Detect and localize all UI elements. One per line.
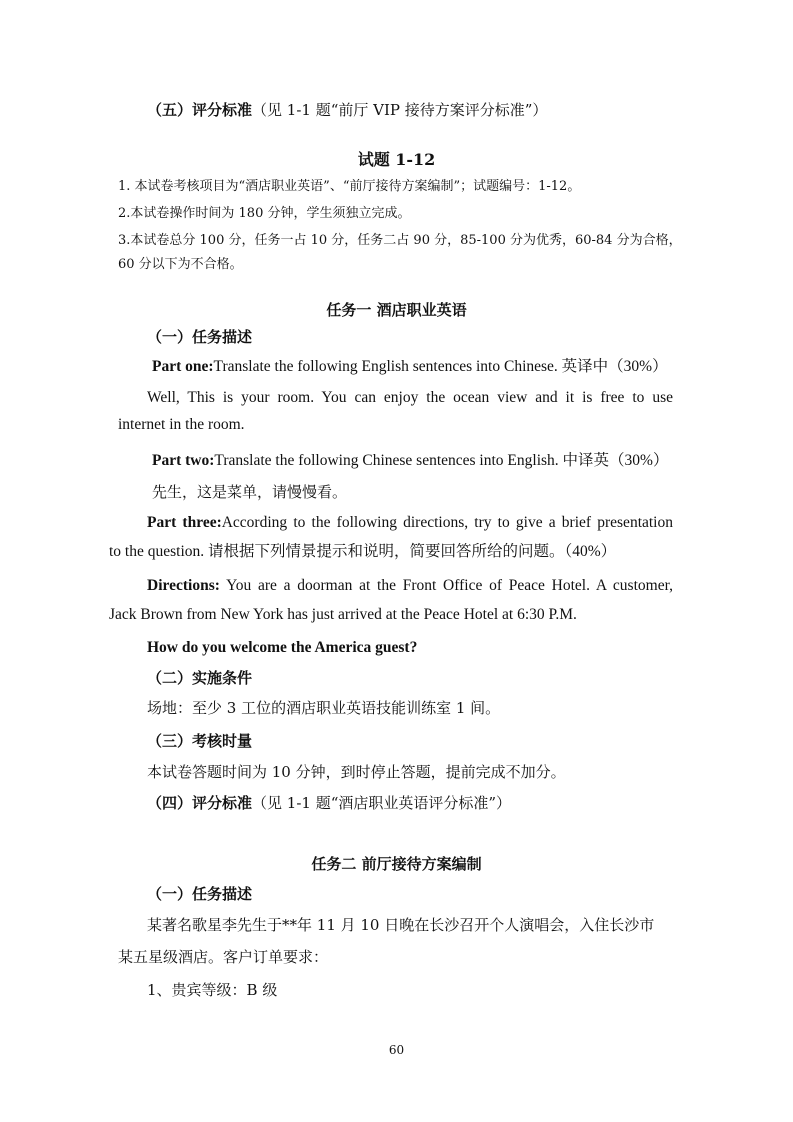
part-three-line1	[147, 513, 673, 533]
part-three-text-line2: to the question. 请根据下列情景提示和说明，简要回答所给的问题。（40%）	[109, 543, 617, 560]
task2-title: 任务二 前厅接待方案编制	[311, 855, 482, 873]
task1-score-text: （见 1-1 题“酒店职业英语评分标准”）	[252, 794, 512, 812]
grading-standard-label: （五）评分标准	[147, 101, 253, 119]
part-two-label: Part two:	[152, 452, 215, 469]
directions-text-line1: You are a doorman at the Front Office of Peace Hotel. A customer,	[219, 577, 673, 594]
question-text: How do you welcome the America guest?	[147, 639, 418, 656]
time-heading: （三）考核时量	[147, 732, 253, 750]
grading-standard-text: （见 1-1 题“前厅 VIP 接待方案评分标准”）	[252, 101, 548, 119]
part-one-content-line1: Well, This is your room. You can enjoy the ocean view and it is free to use	[147, 389, 673, 406]
directions-text-line2: Jack Brown from New York has just arrived at the Peace Hotel at 6:30 P.M.	[109, 606, 577, 623]
exam-note-1: 1. 本试卷考核项目为“酒店职业英语”、“前厅接待方案编制”；试题编号：1-12。	[118, 179, 581, 194]
exam-note-3: 3.本试卷总分 100 分，任务一占 10 分，任务二占 90 分，85-100 分为优秀，60-84 分为合格，	[118, 233, 682, 248]
grading-standard-line	[147, 100, 547, 120]
part-one-content-line2: internet in the room.	[118, 416, 245, 433]
part-three-label: Part three:	[147, 514, 222, 531]
task2-desc-line2: 某五星级酒店。客户订单要求：	[118, 948, 329, 966]
part-two-line	[152, 451, 668, 471]
conditions-heading: （二）实施条件	[147, 669, 253, 687]
part-one-text: Translate the following English sentences into Chinese. 英译中（30%）	[213, 358, 668, 375]
time-text: 本试卷答题时间为 10 分钟，到时停止答题，提前完成不加分。	[147, 763, 566, 781]
exam-note-2: 2.本试卷操作时间为 180 分钟，学生须独立完成。	[118, 206, 411, 221]
directions-line1	[147, 576, 673, 596]
task2-item-1: 1、贵宾等级：B 级	[147, 981, 278, 999]
task1-desc-heading: （一）任务描述	[147, 328, 253, 346]
part-one-line	[152, 357, 668, 377]
page-number: 60	[388, 1043, 405, 1057]
directions-label: Directions:	[147, 577, 220, 594]
exam-note-4: 60 分以下为不合格。	[118, 257, 243, 272]
task1-title: 任务一 酒店职业英语	[326, 301, 467, 319]
task1-score-label: （四）评分标准	[147, 794, 253, 812]
part-two-text: Translate the following Chinese sentences into English. 中译英（30%）	[214, 452, 669, 469]
task2-desc-line1: 某著名歌星李先生于**年 11 月 10 日晚在长沙召开个人演唱会，入住长沙市	[147, 916, 655, 934]
part-one-label: Part one:	[152, 358, 214, 375]
part-three-text-line1: According to the following directions, try to give a brief presentation	[221, 514, 673, 531]
task2-desc-heading: （一）任务描述	[147, 885, 253, 903]
exam-title: 试题 1-12	[357, 150, 436, 169]
part-two-content: 先生，这是菜单，请慢慢看。	[152, 483, 348, 501]
task1-score-line	[147, 793, 511, 813]
conditions-text: 场地：至少 3 工位的酒店职业英语技能训练室 1 间。	[147, 699, 501, 717]
